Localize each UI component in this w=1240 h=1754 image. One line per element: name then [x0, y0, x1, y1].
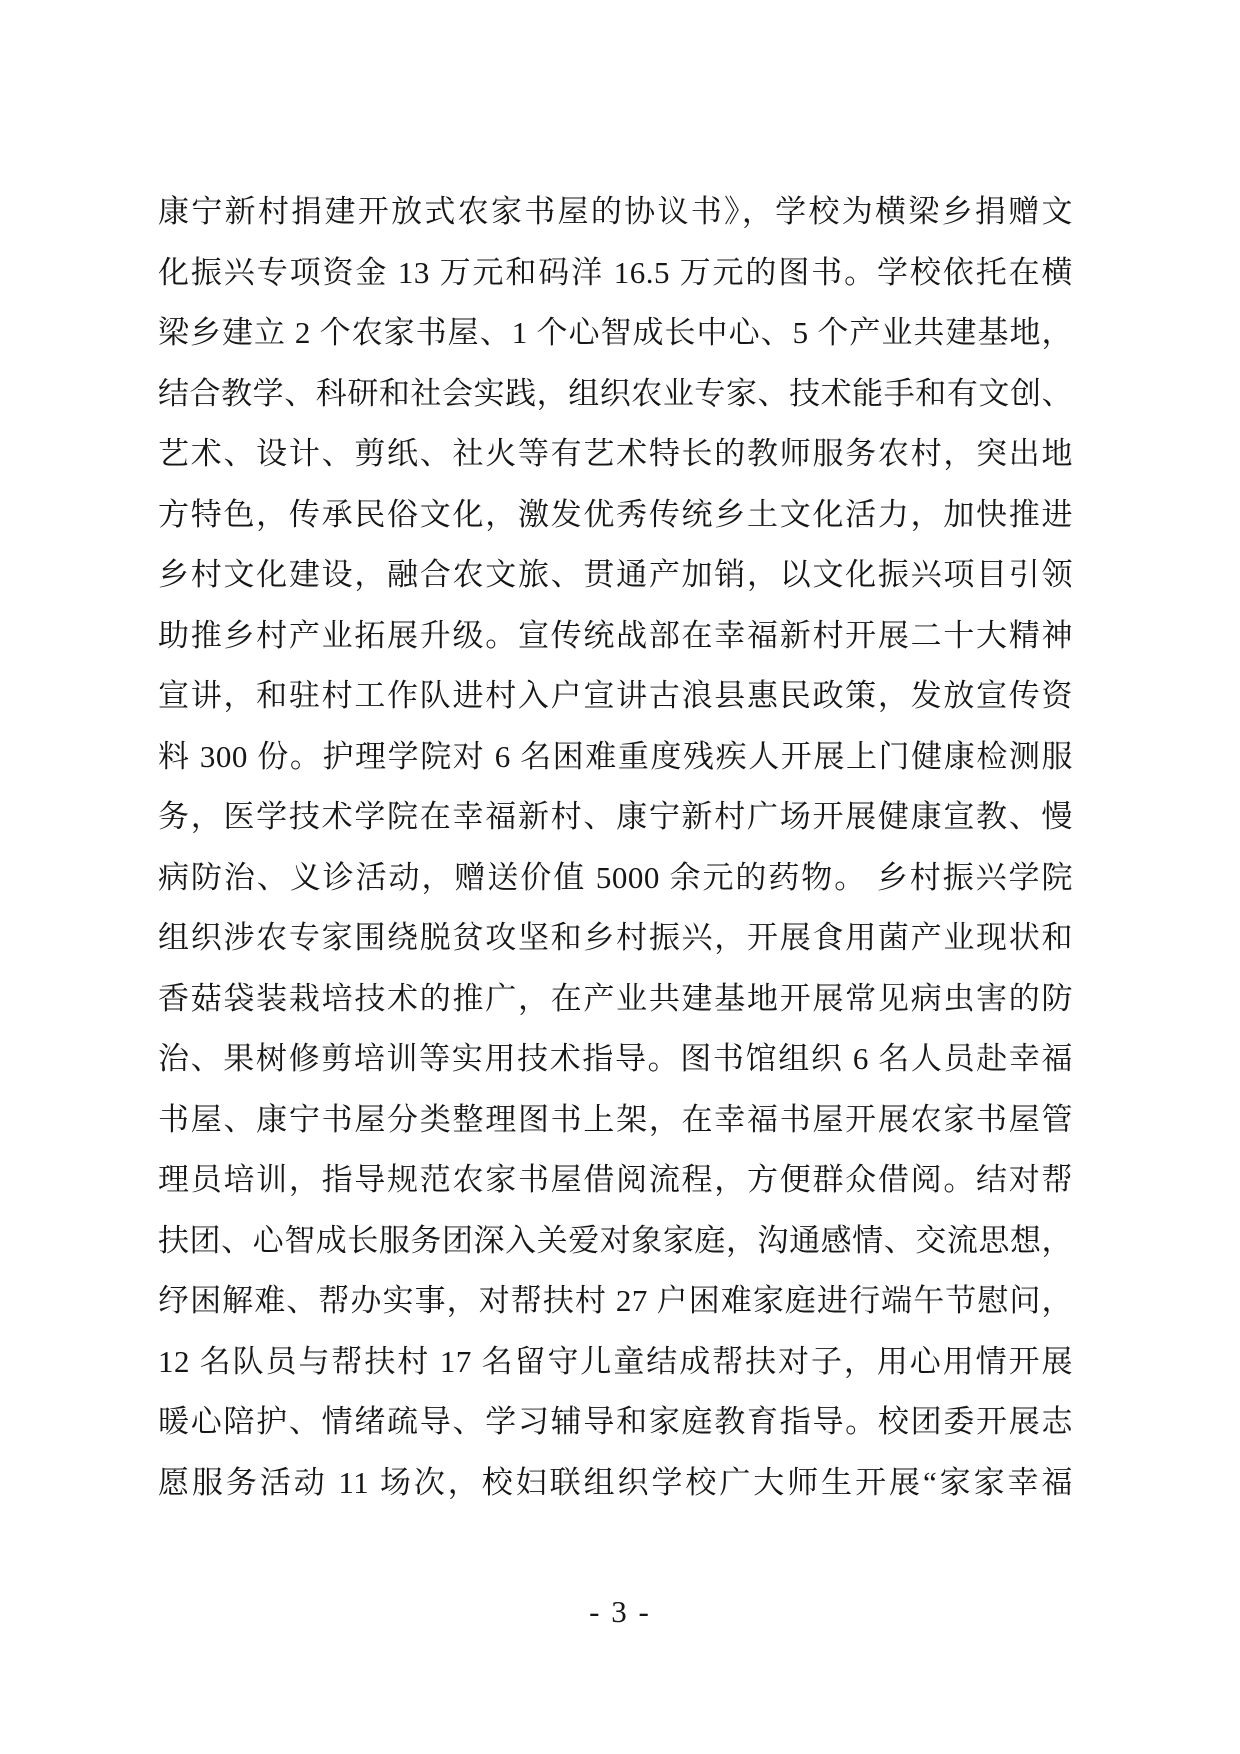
body-text-line: 理员培训，指导规范农家书屋借阅流程，方便群众借阅。结对帮 — [158, 1162, 1073, 1197]
body-text-line: 助推乡村产业拓展升级。宣传统战部在幸福新村开展二十大精神 — [158, 617, 1073, 653]
body-text-line: 务，医学技术学院在幸福新村、康宁新村广场开展健康宣教、慢 — [158, 799, 1073, 834]
body-text-line: 梁乡建立 2 个农家书屋、1 个心智成长中心、5 个产业共建基地， — [158, 315, 1073, 350]
body-text-line: 纾困解难、帮办实事，对帮扶村 27 户困难家庭进行端午节慰问， — [158, 1283, 1073, 1318]
body-text-line: 乡村文化建设，融合农文旅、贯通产加销，以文化振兴项目引领 — [158, 557, 1073, 592]
body-text-line: 治、果树修剪培训等实用技术指导。图书馆组织 6 名人员赴幸福 — [158, 1041, 1073, 1076]
body-text-line: 扶团、心智成长服务团深入关爱对象家庭，沟通感情、交流思想， — [158, 1222, 1073, 1258]
body-text-line: 康宁新村捐建开放式农家书屋的协议书》，学校为横梁乡捐赠文 — [158, 194, 1073, 229]
body-text-line: 12 名队员与帮扶村 17 名留守儿童结成帮扶对子，用心用情开展 — [158, 1343, 1073, 1379]
body-text-line: 化振兴专项资金 13 万元和码洋 16.5 万元的图书。学校依托在横 — [158, 254, 1073, 290]
body-text-line: 组织涉农专家围绕脱贫攻坚和乡村振兴，开展食用菌产业现状和 — [158, 920, 1073, 955]
body-text-line: 宣讲，和驻村工作队进村入户宣讲古浪县惠民政策，发放宣传资 — [158, 678, 1073, 713]
body-text-line: 结合教学、科研和社会实践，组织农业专家、技术能手和有文创、 — [158, 375, 1073, 411]
body-text-line: 书屋、康宁书屋分类整理图书上架，在幸福书屋开展农家书屋管 — [158, 1101, 1073, 1137]
body-text-line: 方特色，传承民俗文化，激发优秀传统乡土文化活力，加快推进 — [158, 496, 1073, 532]
body-text-line: 香菇袋装栽培技术的推广，在产业共建基地开展常见病虫害的防 — [158, 980, 1073, 1016]
body-text-line: 艺术、设计、剪纸、社火等有艺术特长的教师服务农村，突出地 — [158, 436, 1073, 471]
body-text-line: 料 300 份。护理学院对 6 名困难重度残疾人开展上门健康检测服 — [158, 738, 1073, 774]
body-text-line: 愿服务活动 11 场次，校妇联组织学校广大师生开展“家家幸福 — [158, 1464, 1073, 1500]
body-text-block — [158, 182, 1073, 1513]
body-text-line: 病防治、义诊活动，赠送价值 5000 余元的药物。 乡村振兴学院 — [158, 859, 1073, 895]
body-text-line: 暖心陪护、情绪疏导、学习辅导和家庭教育指导。校团委开展志 — [158, 1404, 1073, 1439]
page-number: - 3 - — [589, 1594, 651, 1629]
